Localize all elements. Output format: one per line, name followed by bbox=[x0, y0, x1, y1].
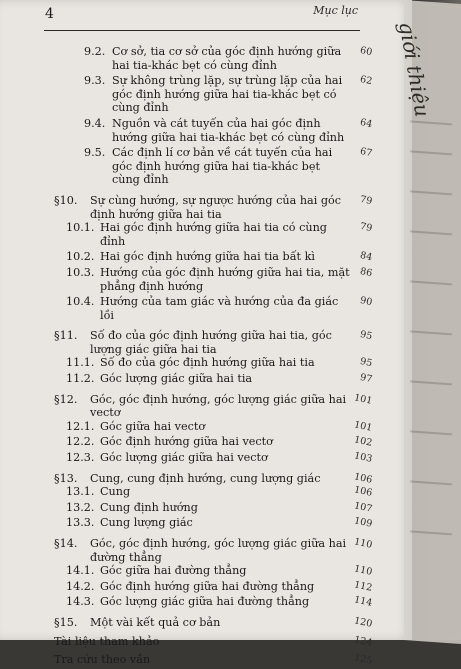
toc-entry bbox=[54, 500, 374, 515]
toc-entry-title: Hướng của tam giác và hướng của đa giác lồi bbox=[100, 295, 339, 322]
toc-entry-title: Số đo của góc định hướng giữa hai tia bbox=[100, 356, 315, 370]
toc-entry bbox=[54, 615, 374, 630]
toc-entry-page: 101 bbox=[352, 391, 374, 407]
toc-entry-page: 110 bbox=[352, 563, 374, 578]
toc-entry-number: 9.2. bbox=[84, 45, 106, 58]
toc-entry-title: Tra cứu theo vần bbox=[54, 653, 151, 667]
toc-entry-page: 114 bbox=[352, 594, 374, 610]
toc-entry-title: Các định lí cơ bản về cát tuyến của hai góc định hướng giữa hai tia-khác bẹt cùng đỉnh bbox=[112, 146, 333, 187]
toc-entry-page: 86 bbox=[358, 265, 374, 280]
page-number: 4 bbox=[45, 6, 54, 22]
toc-entry-page: 67 bbox=[358, 146, 374, 160]
toc-entry-number: 13.1. bbox=[66, 485, 95, 499]
toc-entry-title: Góc lượng giác giữa hai vectơ bbox=[100, 451, 268, 465]
toc-entry bbox=[54, 356, 374, 370]
toc-entry-number: 12.1. bbox=[66, 419, 95, 433]
toc-entry bbox=[54, 220, 374, 248]
running-title: Mục lục bbox=[313, 4, 358, 17]
next-page-heading: giới thiệu bbox=[394, 20, 435, 119]
toc-entry-title: Tài liệu tham khảo bbox=[54, 634, 160, 648]
toc-entry-page: 112 bbox=[352, 579, 374, 594]
toc-entry-number: 10.3. bbox=[66, 265, 95, 279]
toc-entry-title: Cơ sở, tia cơ sở của góc định hướng giữa hai tia-khác bẹt có cùng đỉnh bbox=[112, 45, 342, 72]
toc-entry-title: Góc, góc định hướng, góc lượng giác giữa hai vectơ bbox=[90, 392, 347, 420]
toc-entry-page: 84 bbox=[358, 250, 374, 264]
toc-entry-page: 95 bbox=[358, 329, 374, 343]
toc-entry-page: 106 bbox=[352, 470, 374, 486]
toc-entry bbox=[54, 633, 374, 649]
toc-entry-title: Góc, góc định hướng, góc lượng giác giữa hai đường thẳng bbox=[90, 537, 347, 564]
toc-entry bbox=[54, 579, 374, 594]
toc-entry-page: 125 bbox=[352, 652, 374, 667]
toc-entry-title: Một vài kết quả cơ bản bbox=[90, 615, 221, 629]
toc-entry-number: 10.4. bbox=[66, 295, 95, 309]
toc-entry bbox=[54, 250, 374, 264]
toc-entry-page: 90 bbox=[358, 294, 374, 309]
toc-entry-title: Hướng của góc định hướng giữa hai tia, mặt phẳng định hướng bbox=[100, 265, 350, 293]
toc-entry bbox=[54, 44, 374, 72]
toc-entry bbox=[54, 329, 374, 356]
toc-entry-number: 9.3. bbox=[84, 74, 106, 88]
table-of-contents bbox=[54, 44, 374, 667]
toc-entry-number: 10.1. bbox=[66, 221, 95, 235]
toc-entry-page: 103 bbox=[352, 450, 374, 465]
toc-entry-number: §12. bbox=[54, 392, 78, 406]
toc-entry bbox=[54, 450, 374, 465]
toc-entry-title: Góc định hướng giữa hai vectơ bbox=[100, 435, 273, 449]
toc-entry-title: Cung, cung định hướng, cung lượng giác bbox=[90, 471, 321, 485]
toc-entry-page: 95 bbox=[358, 356, 374, 370]
toc-entry-title: Sự cùng hướng, sự ngược hướng của hai góc định hướng giữa hai tia bbox=[90, 193, 342, 221]
toc-entry-number: §15. bbox=[54, 615, 78, 629]
toc-entry bbox=[54, 146, 374, 187]
toc-entry-page: 110 bbox=[352, 536, 374, 551]
toc-entry bbox=[54, 484, 374, 499]
toc-entry-page: 101 bbox=[352, 419, 374, 434]
toc-entry-title: Nguồn và cát tuyến của hai góc định hướng giữa hai tia-khác bẹt có cùng đỉnh bbox=[112, 116, 345, 144]
toc-entry-page: 97 bbox=[358, 371, 374, 386]
toc-entry bbox=[54, 116, 374, 144]
toc-entry bbox=[54, 652, 374, 667]
toc-entry-number: 13.2. bbox=[66, 500, 95, 514]
toc-entry bbox=[54, 391, 374, 420]
toc-entry bbox=[54, 294, 374, 322]
toc-entry bbox=[54, 193, 374, 221]
toc-entry-page: 64 bbox=[358, 116, 374, 131]
toc-entry bbox=[54, 536, 374, 564]
toc-entry-page: 79 bbox=[358, 193, 374, 208]
toc-entry-number: 12.3. bbox=[66, 451, 95, 465]
toc-entry-number: 12.2. bbox=[66, 435, 95, 449]
toc-entry-title: Góc giữa hai đường thẳng bbox=[100, 564, 247, 578]
toc-entry-title: Góc lượng giác giữa hai đường thẳng bbox=[100, 595, 310, 609]
toc-entry-number: 13.3. bbox=[66, 516, 95, 530]
toc-entry bbox=[54, 434, 374, 450]
toc-entry-page: 79 bbox=[358, 220, 374, 235]
toc-entry-title: Sự không trùng lặp, sự trùng lặp của hai góc định hướng giữa hai tia-khác bẹt có cùng đỉnh bbox=[112, 74, 343, 115]
toc-entry bbox=[54, 594, 374, 610]
toc-entry-number: 10.2. bbox=[66, 250, 95, 264]
toc-entry-number: 11.2. bbox=[66, 372, 95, 386]
toc-entry-number: 14.2. bbox=[66, 579, 95, 593]
toc-entry bbox=[54, 419, 374, 434]
toc-entry bbox=[54, 515, 374, 531]
toc-entry-page: 107 bbox=[352, 500, 374, 515]
toc-entry bbox=[54, 470, 374, 486]
toc-entry-number: §13. bbox=[54, 471, 78, 485]
toc-entry-title: Cung bbox=[100, 485, 131, 499]
toc-entry-page: 109 bbox=[352, 515, 374, 531]
header-divider bbox=[44, 30, 360, 31]
toc-entry-page: 60 bbox=[358, 44, 374, 59]
toc-entry-number: 11.1. bbox=[66, 356, 95, 370]
toc-entry-number: 14.1. bbox=[66, 564, 95, 578]
toc-entry-page: 120 bbox=[352, 615, 374, 630]
toc-entry-number: §10. bbox=[54, 193, 78, 207]
toc-entry-number: 9.4. bbox=[84, 116, 106, 130]
toc-entry-title: Hai góc định hướng giữa hai tia bất kì bbox=[100, 250, 315, 264]
toc-entry-title: Góc lượng giác giữa hai tia bbox=[100, 372, 253, 386]
toc-entry bbox=[54, 563, 374, 578]
toc-entry-page: 106 bbox=[352, 484, 374, 499]
toc-entry-number: §14. bbox=[54, 537, 78, 550]
toc-entry-number: 14.3. bbox=[66, 595, 95, 609]
toc-entry-title: Góc giữa hai vectơ bbox=[100, 419, 206, 433]
toc-entry-title: Cung lượng giác bbox=[100, 516, 193, 530]
toc-entry-page: 102 bbox=[352, 434, 374, 450]
toc-entry-page: 62 bbox=[358, 74, 374, 88]
toc-entry-number: 9.5. bbox=[84, 146, 106, 160]
toc-entry-title: Góc định hướng giữa hai đường thẳng bbox=[100, 579, 315, 593]
toc-entry-title: Cung định hướng bbox=[100, 500, 198, 514]
toc-entry-number: §11. bbox=[54, 329, 78, 343]
toc-entry-page: 124 bbox=[352, 633, 374, 649]
toc-entry-title: Số đo của góc định hướng giữa hai tia, góc lượng giác giữa hai tia bbox=[90, 329, 332, 356]
toc-entry bbox=[54, 74, 374, 115]
toc-entry bbox=[54, 371, 374, 386]
toc-entry-title: Hai góc định hướng giữa hai tia có cùng đỉnh bbox=[100, 221, 327, 248]
toc-entry bbox=[54, 265, 374, 293]
